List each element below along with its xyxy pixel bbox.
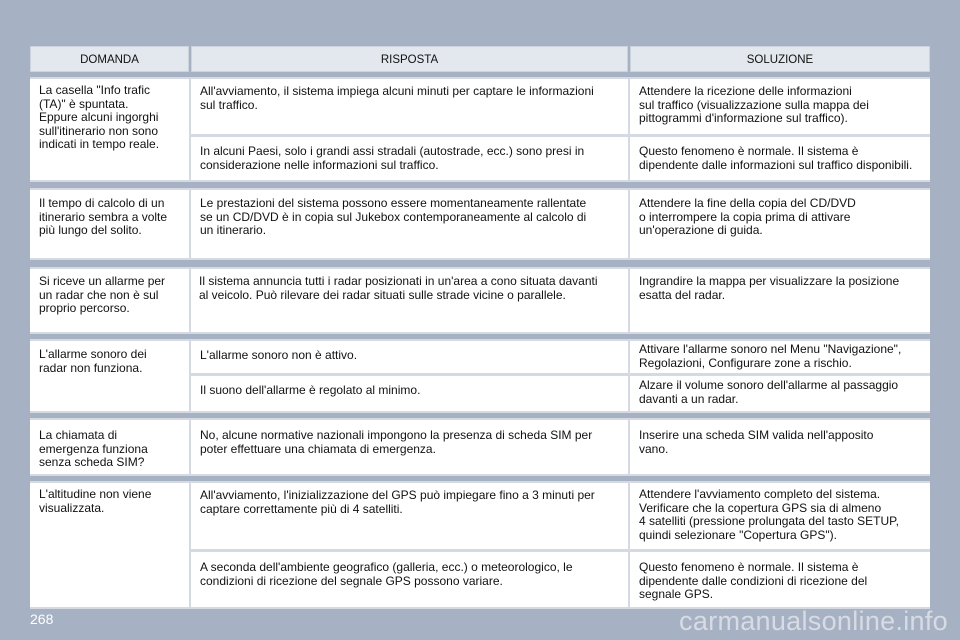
answer-cell: Il suono dell'allarme è regolato al minimo. [191, 376, 628, 411]
answer-cell: All'avviamento, il sistema impiega alcuni minuti per captare le informazioni sul traffico. [191, 79, 628, 134]
answer-cell: Le prestazioni del sistema possono essere momentaneamente rallentate se un CD/DVD è in copia sul Jukebox contemporaneamente al calcolo di un itinerario. [191, 190, 628, 258]
answer-cell: Il sistema annuncia tutti i radar posizionati in un'area a cono situata davanti al veicolo. Può rilevare dei radar situati sulle strade vicine o parallele. [191, 269, 628, 332]
solution-cell: Alzare il volume sonoro dell'allarme al passaggio davanti a un radar. [630, 376, 930, 411]
question-cell: L'altitudine non viene visualizzata. [30, 483, 189, 607]
answer-cell: In alcuni Paesi, solo i grandi assi stradali (autostrade, ecc.) sono presi in considerazione nelle informazioni sul traffico. [191, 137, 628, 180]
header-soluzione: SOLUZIONE [630, 46, 930, 72]
question-cell: Si riceve un allarme per un radar che non è sul proprio percorso. [30, 269, 189, 332]
table-header [30, 46, 930, 72]
answer-cell: L'allarme sonoro non è attivo. [191, 341, 628, 373]
header-domanda: DOMANDA [30, 46, 189, 72]
solution-cell: Attivare l'allarme sonoro nel Menu "Navigazione", Regolazioni, Configurare zone a rischio. [630, 341, 930, 373]
header-risposta: RISPOSTA [191, 46, 628, 72]
solution-cell: Inserire una scheda SIM valida nell'apposito vano. [630, 420, 930, 474]
answer-cell: No, alcune normative nazionali impongono la presenza di scheda SIM per poter effettuare una chiamata di emergenza. [191, 420, 628, 474]
solution-cell: Questo fenomeno è normale. Il sistema è dipendente dalle condizioni di ricezione del segnale GPS. [630, 552, 930, 607]
solution-cell: Attendere la ricezione delle informazioni sul traffico (visualizzazione sulla mappa dei pittogrammi d'informazione sul traffico). [630, 79, 930, 134]
question-cell: La chiamata di emergenza funziona senza scheda SIM? [30, 420, 189, 474]
answer-cell: All'avviamento, l'inizializzazione del GPS può impiegare fino a 3 minuti per captare correttamente più di 4 satelliti. [191, 483, 628, 549]
solution-cell: Attendere la fine della copia del CD/DVD o interrompere la copia prima di attivare un'operazione di guida. [630, 190, 930, 258]
solution-cell: Ingrandire la mappa per visualizzare la posizione esatta del radar. [630, 269, 930, 332]
answer-cell: A seconda dell'ambiente geografico (galleria, ecc.) o meteorologico, le condizioni di ricezione del segnale GPS possono variare. [191, 552, 628, 607]
solution-cell: Questo fenomeno è normale. Il sistema è dipendente dalle informazioni sul traffico disponibili. [630, 137, 930, 180]
question-cell: L'allarme sonoro dei radar non funziona. [30, 341, 189, 411]
question-cell: La casella "Info trafic (TA)" è spuntata. Eppure alcuni ingorghi sull'itinerario non sono indicati in tempo reale. [30, 79, 189, 180]
question-cell: Il tempo di calcolo di un itinerario sembra a volte più lungo del solito. [30, 190, 189, 258]
solution-cell: Attendere l'avviamento completo del sistema. Verificare che la copertura GPS sia di almeno 4 satelliti (pressione prolungata del tasto SETUP, quindi selezionare "Copertura GPS"). [630, 483, 930, 549]
page-number: 268 [30, 611, 54, 627]
watermark: carmanualsonline.info [679, 606, 948, 636]
